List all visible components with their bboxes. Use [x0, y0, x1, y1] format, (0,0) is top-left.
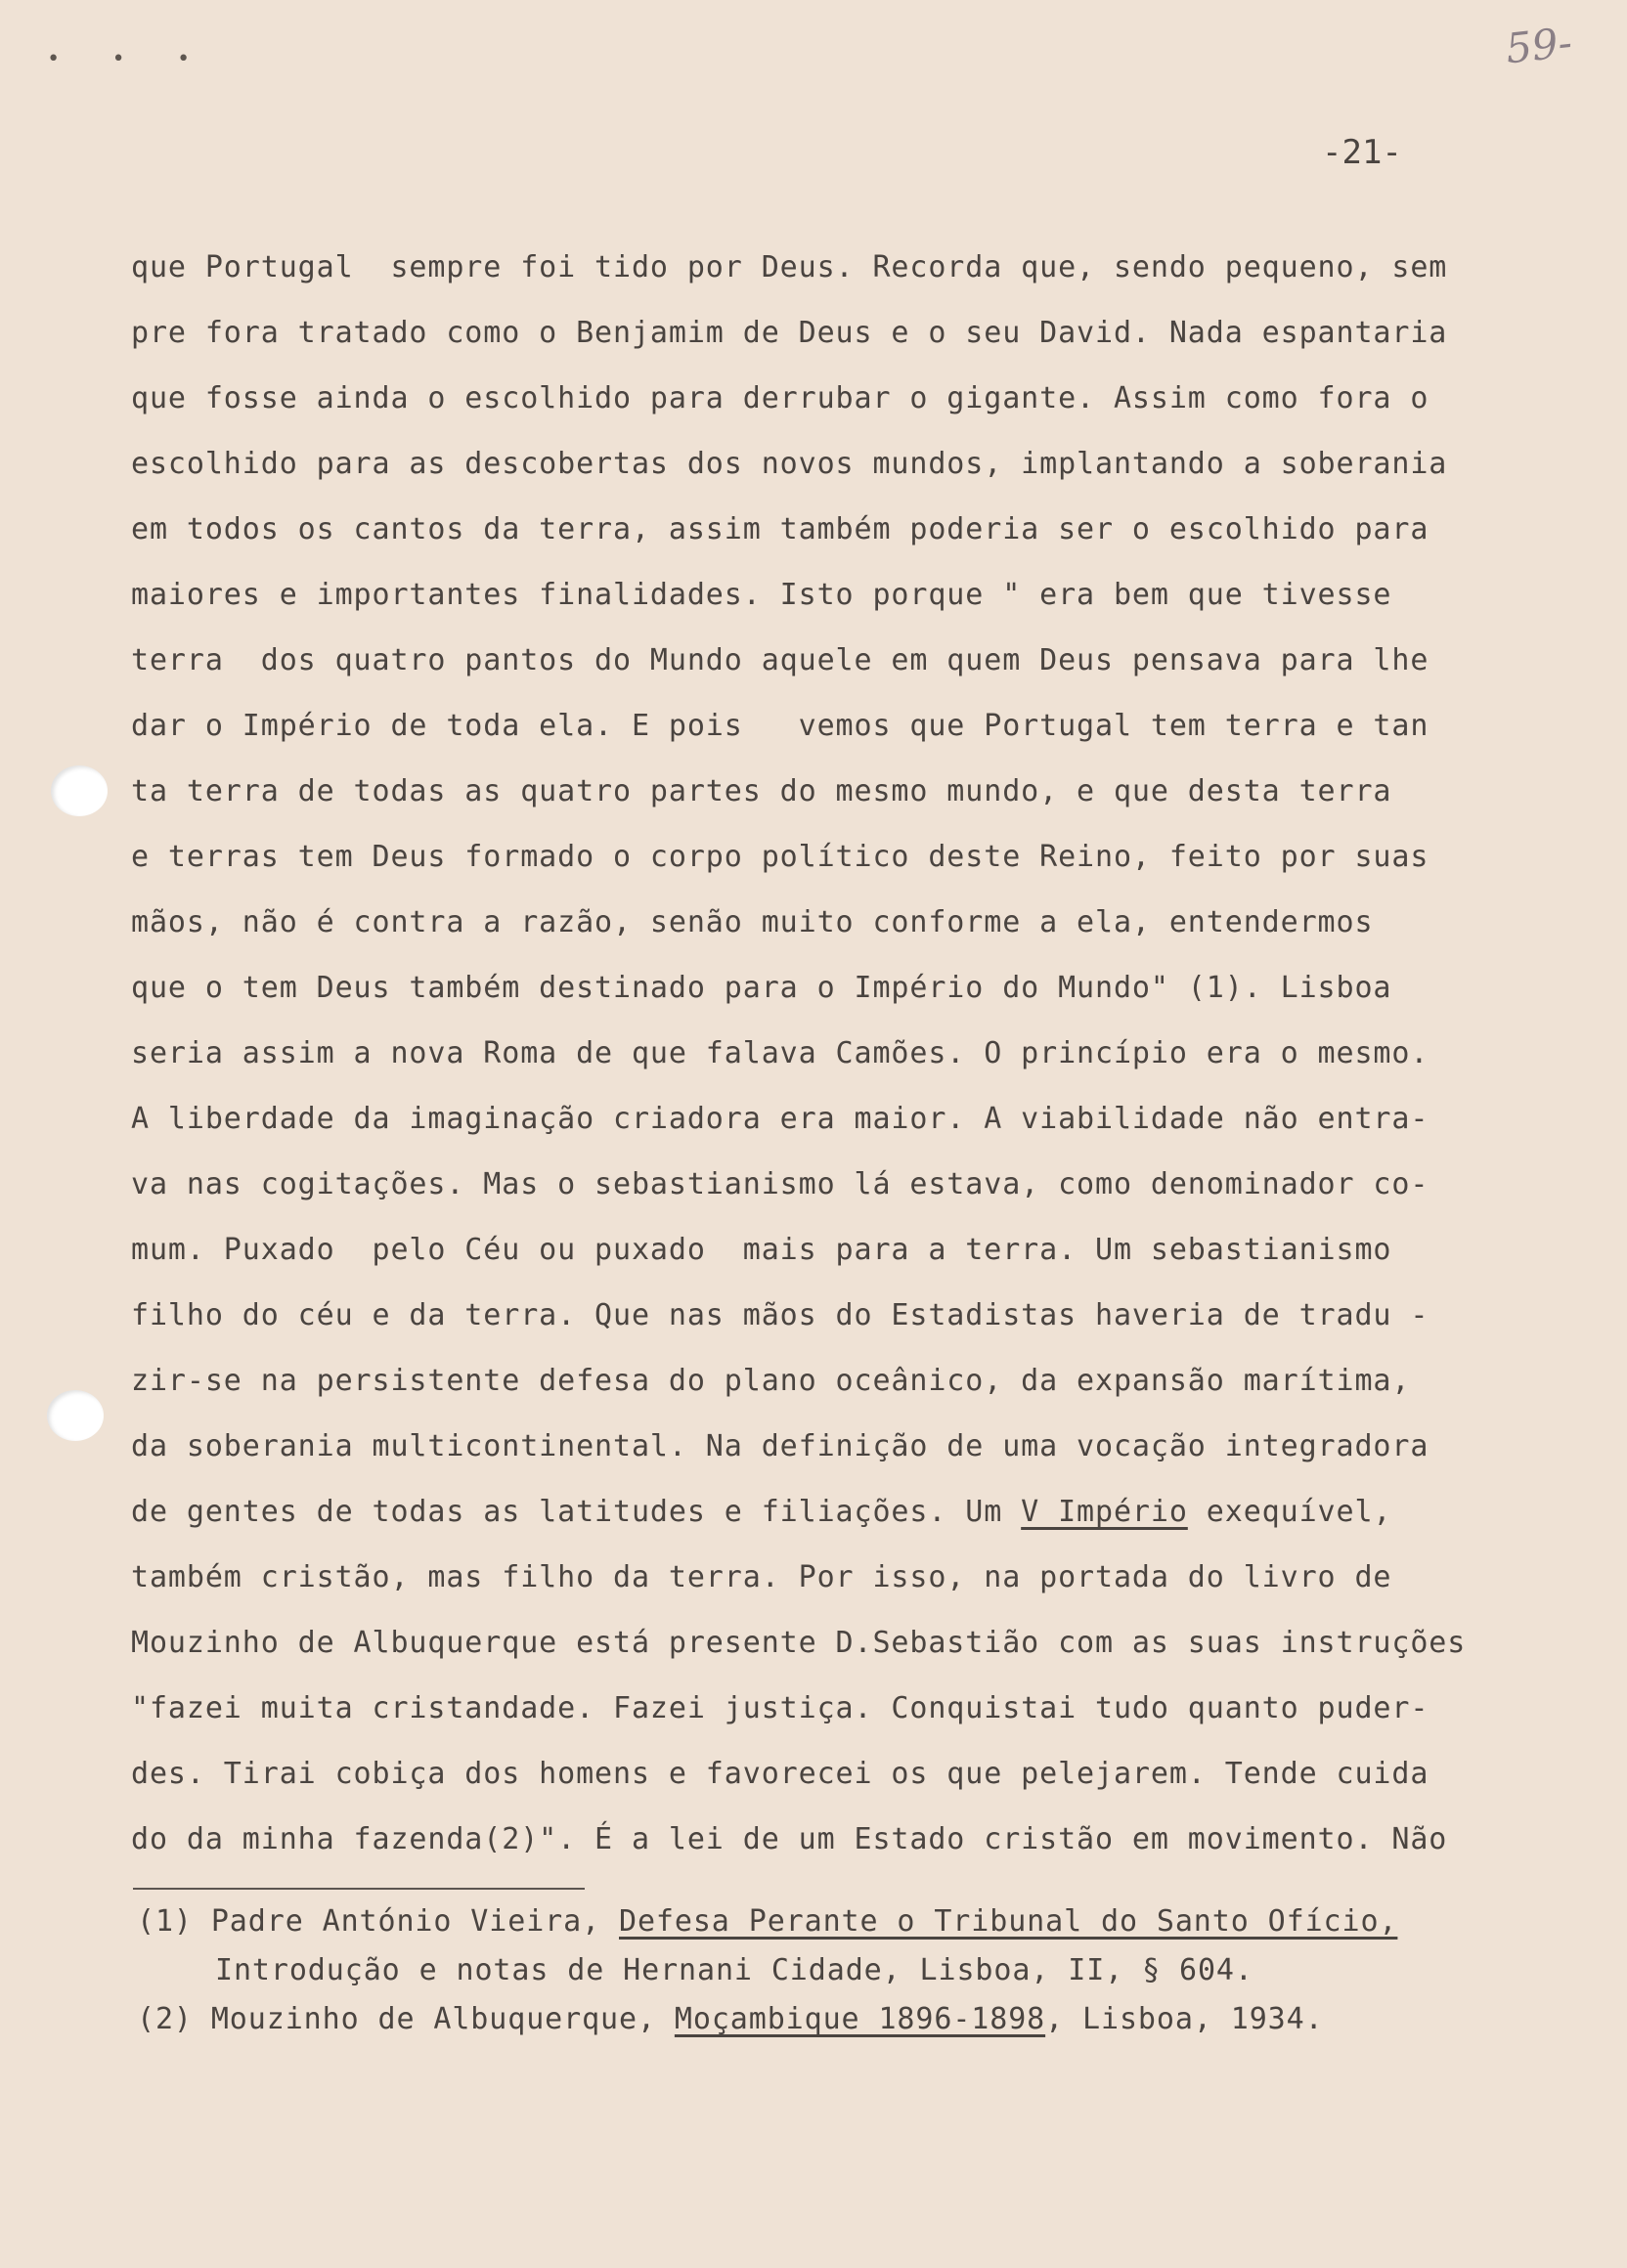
- footnote-title: Defesa Perante o Tribunal do Santo Ofício,: [619, 1904, 1398, 1939]
- text-line: "fazei muita cristandade. Fazei justiça. Conquistai tudo quanto puder-: [131, 1691, 1429, 1725]
- footnotes: [137, 1900, 1525, 2047]
- text-line: do da minha fazenda(2)". É a lei de um Estado cristão em movimento. Não: [131, 1822, 1448, 1856]
- text-line: pre fora tratado como o Benjamim de Deus e o seu David. Nada espantaria: [131, 316, 1448, 350]
- footnote-text: (1) Padre António Vieira,: [137, 1904, 619, 1939]
- text-segment: de gentes de todas as latitudes e filiações. Um: [131, 1495, 1022, 1529]
- text-line: ta terra de todas as quatro partes do mesmo mundo, e que desta terra: [131, 774, 1392, 808]
- text-line: filho do céu e da terra. Que nas mãos do Estadistas haveria de tradu -: [131, 1298, 1429, 1332]
- footnote-2: [137, 1998, 1525, 2047]
- text-line: maiores e importantes finalidades. Isto porque " era bem que tivesse: [131, 578, 1392, 612]
- text-line: mum. Puxado pelo Céu ou puxado mais para a terra. Um sebastianismo: [131, 1233, 1392, 1267]
- footnote-text: (2) Mouzinho de Albuquerque,: [137, 2002, 675, 2036]
- text-line: [131, 1491, 1519, 1556]
- text-segment: exequível,: [1187, 1495, 1392, 1529]
- handwritten-page-number: 59-: [1503, 18, 1575, 73]
- footnote-text: , Lisboa, 1934.: [1045, 2002, 1324, 2036]
- text-line: escolhido para as descobertas dos novos mundos, implantando a soberania: [131, 447, 1448, 481]
- text-line: va nas cogitações. Mas o sebastianismo lá estava, como denominador co-: [131, 1167, 1429, 1201]
- text-line: A liberdade da imaginação criadora era maior. A viabilidade não entra-: [131, 1102, 1429, 1136]
- text-line: que Portugal sempre foi tido por Deus. Recorda que, sendo pequeno, sem: [131, 250, 1448, 284]
- page-number: -21-: [1322, 133, 1402, 172]
- text-line: em todos os cantos da terra, assim também poderia ser o escolhido para: [131, 512, 1429, 546]
- footnote-1: [137, 1900, 1525, 1949]
- footnote-separator: [133, 1888, 585, 1890]
- corner-mark: • • •: [47, 47, 210, 71]
- text-line: dar o Império de toda ela. E pois vemos que Portugal tem terra e tan: [131, 709, 1429, 743]
- text-line: que o tem Deus também destinado para o Império do Mundo" (1). Lisboa: [131, 971, 1392, 1005]
- punch-hole-top: [51, 765, 108, 816]
- text-line: terra dos quatro pantos do Mundo aquele em quem Deus pensava para lhe: [131, 643, 1429, 677]
- footnote-1-continuation: Introdução e notas de Hernani Cidade, Lisboa, II, § 604.: [215, 1953, 1253, 1987]
- text-line: da soberania multicontinental. Na definição de uma vocação integradora: [131, 1429, 1429, 1463]
- punch-hole-bottom: [47, 1390, 104, 1441]
- text-line: des. Tirai cobiça dos homens e favorecei os que pelejarem. Tende cuida: [131, 1757, 1429, 1791]
- underlined-term: V Império: [1021, 1495, 1188, 1529]
- text-line: também cristão, mas filho da terra. Por isso, na portada do livro de: [131, 1560, 1392, 1594]
- text-line: zir-se na persistente defesa do plano oceânico, da expansão marítima,: [131, 1364, 1411, 1398]
- text-line: que fosse ainda o escolhido para derrubar o gigante. Assim como fora o: [131, 381, 1429, 415]
- text-line: Mouzinho de Albuquerque está presente D.Sebastião com as suas instruções: [131, 1626, 1467, 1660]
- footnote-title: Moçambique 1896-1898: [674, 2002, 1046, 2036]
- text-line: e terras tem Deus formado o corpo político deste Reino, feito por suas: [131, 840, 1429, 874]
- body-text: [131, 246, 1519, 1884]
- text-line: mãos, não é contra a razão, senão muito conforme a ela, entendermos: [131, 905, 1374, 939]
- text-line: seria assim a nova Roma de que falava Camões. O princípio era o mesmo.: [131, 1036, 1429, 1070]
